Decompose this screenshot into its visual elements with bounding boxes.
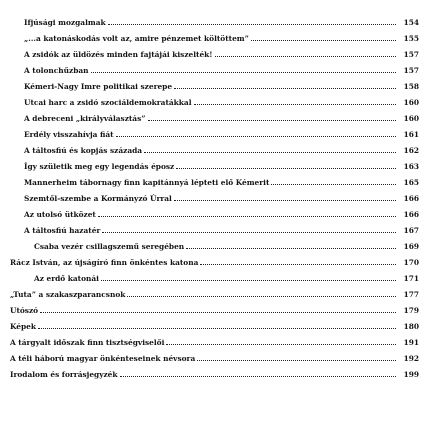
toc-entry-page: 192 (403, 354, 419, 363)
toc-entry (0, 77, 437, 91)
toc-entry (0, 109, 437, 123)
leader-dots (200, 264, 396, 265)
leader-dots (108, 24, 396, 25)
toc-entry-title: A táltosfiú és kopjás százada (24, 146, 143, 155)
toc-entry (0, 45, 437, 59)
toc-entry-page: 165 (403, 178, 419, 187)
leader-dots (144, 152, 396, 153)
toc-entry-title: A debreceni „királyválasztás” (24, 114, 146, 123)
leader-dots (166, 344, 396, 345)
toc-entry (0, 13, 437, 27)
leader-dots (174, 200, 396, 201)
leader-dots (271, 184, 396, 185)
toc-entry-page: 160 (403, 98, 419, 107)
toc-entry (0, 285, 437, 299)
toc-entry (0, 29, 437, 43)
toc-entry-page: 162 (403, 146, 419, 155)
toc-entry-page: 155 (403, 34, 419, 43)
leader-dots (120, 376, 396, 377)
toc-entry-page: 177 (403, 290, 419, 299)
leader-dots (148, 120, 396, 121)
leader-dots (251, 40, 396, 41)
toc-entry-title: Utcai harc a zsidó szociáldemokratákkal (24, 98, 192, 107)
toc-entry-page: 171 (403, 274, 419, 283)
leader-dots (40, 312, 396, 313)
toc-entry-page: 166 (403, 194, 419, 203)
toc-entry-page: 160 (403, 114, 419, 123)
leader-dots (194, 104, 396, 105)
toc-entry (0, 269, 437, 283)
toc-entry-title: Rácz István, az újságíró finn önkéntes katona (10, 258, 199, 267)
toc-entry (0, 173, 437, 187)
leader-dots (176, 168, 396, 169)
toc-entry-title: A tolonchűzban (24, 66, 89, 75)
leader-dots (197, 360, 396, 361)
leader-dots (102, 232, 396, 233)
toc-entry (0, 125, 437, 139)
toc-entry-page: 166 (403, 210, 419, 219)
toc-entry-title: Erdély visszahívja fiát (24, 130, 114, 139)
toc-entry-title: A táltosfiú hazatér (24, 226, 101, 235)
toc-entry (0, 141, 437, 155)
toc-entry-title: Mannerheim tábornagy finn kapitánnyá lépteti elő Kémerit (24, 178, 270, 187)
leader-dots (116, 136, 396, 137)
toc-entry-title: Ifjúsági mozgalmak (24, 18, 106, 27)
toc-entry-title: Az erdő katonái (34, 274, 99, 283)
toc-entry-title: Az utolsó ütközet (24, 210, 96, 219)
toc-entry-page: 157 (403, 66, 419, 75)
toc-entry (0, 365, 437, 379)
leader-dots (91, 72, 396, 73)
toc-entry (0, 157, 437, 171)
toc-entry-page: 167 (403, 226, 419, 235)
toc-entry (0, 317, 437, 331)
leader-dots (215, 56, 396, 57)
toc-entry-title: Szemtől-szembe a Kormányzó Úrral (24, 194, 172, 203)
toc-entry-page: 199 (403, 370, 419, 379)
toc-entry (0, 349, 437, 363)
toc-entry-title: Utószó (10, 306, 39, 315)
toc-entry (0, 61, 437, 75)
leader-dots (101, 280, 396, 281)
toc-entry-title: „...a katonáskodás volt az, amire pénzemet költöttem” (24, 34, 249, 43)
leader-dots (38, 328, 396, 329)
toc-entry-page: 169 (403, 242, 419, 251)
toc-entry-title: Irodalom és forrásjegyzék (10, 370, 118, 379)
leader-dots (98, 216, 396, 217)
toc-entry (0, 205, 437, 219)
leader-dots (174, 88, 396, 89)
toc-entry-title: Kémeri-Nagy Imre politikai szerepe (24, 82, 173, 91)
toc-entry-page: 154 (403, 18, 419, 27)
toc-entry-page: 163 (403, 162, 419, 171)
toc-entry-title: A tárgyalt időszak finn tisztségviselői (10, 338, 165, 347)
toc-entry-page: 157 (403, 50, 419, 59)
toc-entry (0, 253, 437, 267)
toc-entry-page: 161 (403, 130, 419, 139)
toc-entry-title: A zsidók az üldözés minden fajtájái kiszelték! (24, 50, 213, 59)
toc-entry-page: 191 (403, 338, 419, 347)
toc-entry-page: 158 (403, 82, 419, 91)
toc-entry (0, 189, 437, 203)
toc-entry-title: Képek (10, 322, 36, 331)
leader-dots (186, 248, 396, 249)
toc-entry (0, 93, 437, 107)
toc-entry (0, 237, 437, 251)
toc-entry-title: Így születik meg egy legendás éposz (24, 162, 175, 171)
toc-entry-title: „Tuta” a szakaszparancsnok (10, 290, 126, 299)
toc-entry (0, 301, 437, 315)
toc-entry-page: 170 (403, 258, 419, 267)
toc-entry (0, 333, 437, 347)
toc-entry (0, 221, 437, 235)
toc-entry-page: 179 (403, 306, 419, 315)
toc-entry-page: 180 (403, 322, 419, 331)
toc-entry-title: Csaba vezér csillagszemű seregében (34, 242, 185, 251)
toc-entry-title: A téli háború magyar önkénteseinek névsora (10, 354, 196, 363)
leader-dots (127, 296, 396, 297)
